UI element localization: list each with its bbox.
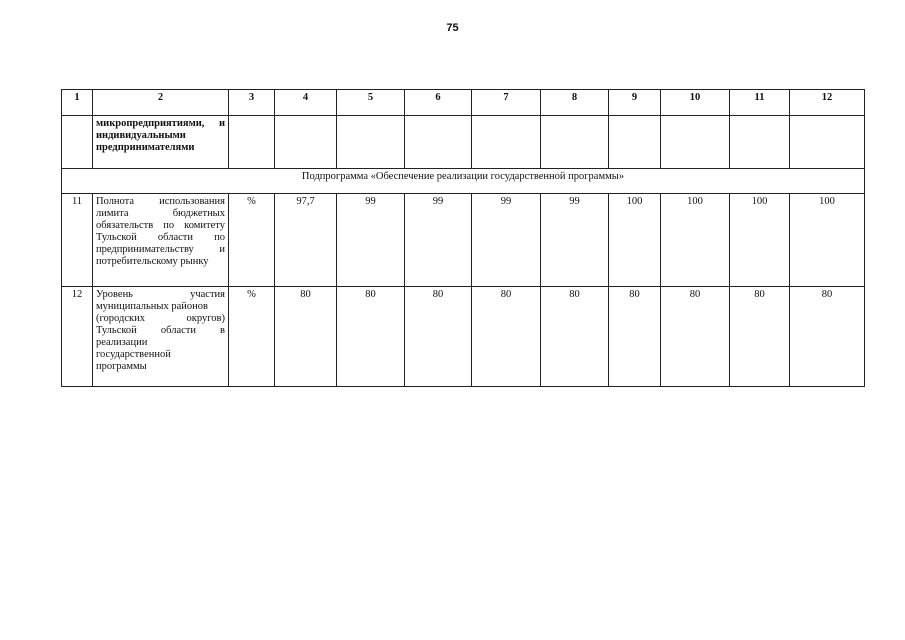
empty-cell (661, 116, 730, 169)
page-number: 75 (446, 22, 459, 34)
value-cell: 100 (730, 194, 790, 287)
value-cell: 80 (790, 287, 865, 387)
empty-cell (275, 116, 337, 169)
column-number-header: 3 (229, 90, 275, 116)
column-number-header: 1 (62, 90, 93, 116)
subprogram-title: Подпрограмма «Обеспечение реализации государственной программы» (62, 169, 865, 194)
column-number-header: 4 (275, 90, 337, 116)
empty-cell (730, 116, 790, 169)
value-cell: 80 (661, 287, 730, 387)
description-line: (городских округов) (96, 313, 225, 324)
column-number-header: 10 (661, 90, 730, 116)
column-number-header: 8 (541, 90, 609, 116)
value-cell: 80 (275, 287, 337, 387)
value-cell: 80 (541, 287, 609, 387)
column-number-header: 2 (93, 90, 229, 116)
description-line: Уровень участия (96, 289, 225, 300)
row-number: 12 (62, 287, 93, 387)
subprogram-row (62, 169, 865, 194)
value-cell: 99 (405, 194, 472, 287)
column-number-header-row (62, 90, 865, 116)
value-cell: 100 (661, 194, 730, 287)
value-cell: 80 (405, 287, 472, 387)
description-line: предпринимателями (96, 142, 195, 153)
empty-cell (405, 116, 472, 169)
indicator-row (62, 194, 865, 287)
empty-cell (790, 116, 865, 169)
indicator-description (93, 287, 229, 387)
empty-cell (541, 116, 609, 169)
value-cell: 80 (337, 287, 405, 387)
indicator-description (93, 116, 229, 169)
indicators-table (61, 89, 865, 387)
value-cell: 80 (730, 287, 790, 387)
unit-cell: % (229, 287, 275, 387)
continuation-row (62, 116, 865, 169)
description-line: Полнота использования (96, 196, 225, 207)
empty-cell (609, 116, 661, 169)
column-number-header: 11 (730, 90, 790, 116)
description-line: предпринимательству и (96, 244, 225, 255)
description-line: лимита бюджетных (96, 208, 225, 219)
empty-cell (62, 116, 93, 169)
description-line: Тульской области по (96, 232, 225, 243)
description-line: государственной (96, 349, 171, 360)
description-line: потребительскому рынку (96, 256, 209, 267)
indicator-row (62, 287, 865, 387)
empty-cell (472, 116, 541, 169)
indicator-description (93, 194, 229, 287)
value-cell: 99 (337, 194, 405, 287)
column-number-header: 7 (472, 90, 541, 116)
value-cell: 100 (609, 194, 661, 287)
empty-cell (229, 116, 275, 169)
description-line: обязательств по комитету (96, 220, 225, 231)
description-line: реализации (96, 337, 148, 348)
column-number-header: 12 (790, 90, 865, 116)
description-line: Тульской области в (96, 325, 225, 336)
unit-cell: % (229, 194, 275, 287)
empty-cell (337, 116, 405, 169)
description-line: индивидуальными (96, 130, 186, 141)
description-line: муниципальных районов (96, 301, 208, 312)
value-cell: 99 (472, 194, 541, 287)
value-cell: 100 (790, 194, 865, 287)
description-line: микропредприятиями, и (96, 118, 225, 129)
value-cell: 97,7 (275, 194, 337, 287)
column-number-header: 5 (337, 90, 405, 116)
value-cell: 99 (541, 194, 609, 287)
value-cell: 80 (609, 287, 661, 387)
column-number-header: 6 (405, 90, 472, 116)
column-number-header: 9 (609, 90, 661, 116)
row-number: 11 (62, 194, 93, 287)
description-line: программы (96, 361, 147, 372)
value-cell: 80 (472, 287, 541, 387)
